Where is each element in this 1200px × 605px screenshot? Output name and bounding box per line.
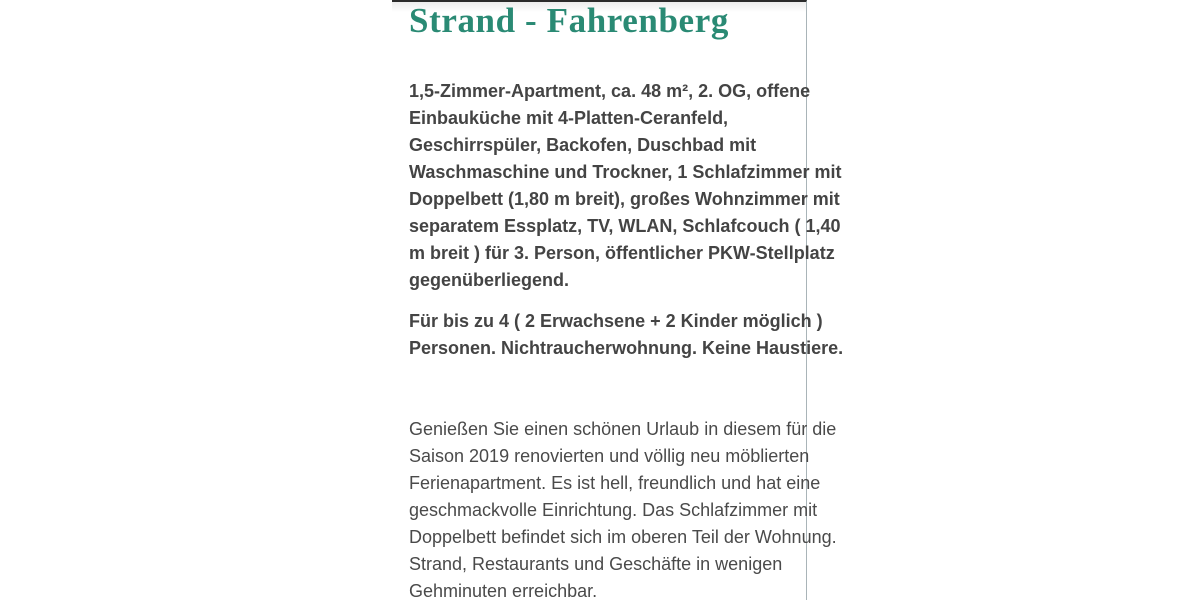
- text-line: m breit ) für 3. Person, öffentlicher PKW-Stellplatz: [409, 243, 835, 263]
- features-paragraph: [409, 78, 842, 294]
- text-line: Personen. Nichtraucherwohnung. Keine Haustiere.: [409, 338, 844, 358]
- text-line: Waschmaschine und Trockner, 1 Schlafzimmer mit: [409, 162, 842, 182]
- text-line: Einbauküche mit 4-Platten-Ceranfeld,: [409, 108, 729, 128]
- listing-panel: [392, 0, 844, 601]
- text-line: Doppelbett (1,80 m breit), großes Wohnzimmer mit: [409, 189, 840, 209]
- text-line: Geschirrspüler, Backofen, Duschbad mit: [409, 135, 757, 155]
- text-line: gegenüberliegend.: [409, 270, 570, 290]
- occupancy-paragraph: [409, 308, 844, 362]
- description-paragraph: [409, 416, 837, 605]
- text-line: geschmackvolle Einrichtung. Das Schlafzimmer mit: [409, 500, 818, 520]
- text-line: Gehminuten erreichbar.: [409, 581, 598, 601]
- text-line: Doppelbett befindet sich im oberen Teil der Wohnung.: [409, 527, 837, 547]
- text-line: Genießen Sie einen schönen Urlaub in diesem für die: [409, 419, 837, 439]
- text-line: Strand, Restaurants und Geschäfte in wenigen: [409, 554, 783, 574]
- text-line: Ferienapartment. Es ist hell, freundlich und hat eine: [409, 473, 821, 493]
- text-line: Saison 2019 renovierten und völlig neu möblierten: [409, 446, 810, 466]
- text-line: 1,5-Zimmer-Apartment, ca. 48 m², 2. OG, offene: [409, 81, 811, 101]
- listing-title: Strand - Fahrenberg: [409, 1, 729, 40]
- text-line: Für bis zu 4 ( 2 Erwachsene + 2 Kinder möglich ): [409, 311, 823, 331]
- text-line: separatem Essplatz, TV, WLAN, Schlafcouch ( 1,40: [409, 216, 841, 236]
